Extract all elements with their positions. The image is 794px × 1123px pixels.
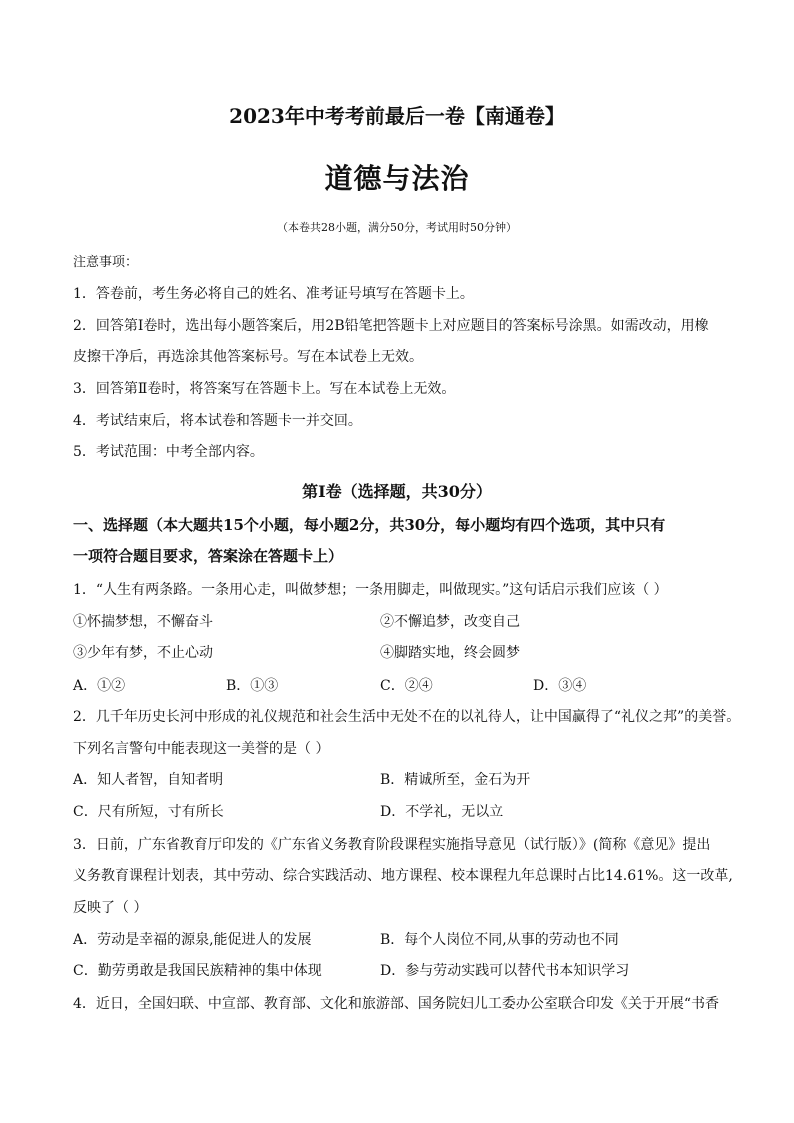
answer-option: C．尺有所短，寸有所长 [73, 804, 224, 820]
statement: ④脚踏实地，终会圆梦 [380, 645, 520, 661]
notes-heading: 注意事项： [73, 255, 139, 270]
question-stem: 反映了（ ） [73, 900, 148, 916]
note-item: 4．考试结束后，将本试卷和答题卡一并交回。 [73, 413, 362, 429]
note-item: 2．回答第Ⅰ卷时，选出每小题答案后，用2B铅笔把答题卡上对应题目的答案标号涂黑。如需改动，用橡 [73, 318, 709, 334]
exam-info: （本卷共28小题，满分50分，考试用时50分钟） [277, 221, 517, 234]
answer-option: B．每个人岗位不同,从事的劳动也不同 [380, 932, 619, 948]
answer-option: A．知人者智，自知者明 [73, 772, 224, 788]
note-item: 1．答卷前，考生务必将自己的姓名、准考证号填写在答题卡上。 [73, 286, 474, 302]
exam-title: 2023年中考考前最后一卷【南通卷】 [229, 104, 565, 128]
question-stem: 2．几千年历史长河中形成的礼仪规范和社会生活中无处不在的以礼待人，让中国赢得了“礼仪之邦”的美誉。 [73, 709, 741, 725]
question-stem: 1．“人生有两条路。一条用心走，叫做梦想；一条用脚走，叫做现实。”这句话启示我们应该（ ） [73, 582, 668, 598]
answer-option: D．参与劳动实践可以替代书本知识学习 [380, 963, 630, 979]
question-stem: 4．近日，全国妇联、中宣部、教育部、文化和旅游部、国务院妇儿工委办公室联合印发《关于开展“书香 [73, 996, 720, 1012]
subject-title: 道德与法治 [324, 162, 470, 195]
answer-option: C．勤劳勇敢是我国民族精神的集中体现 [73, 963, 322, 979]
answer-option: A．①② [73, 678, 126, 694]
answer-option: C．②④ [380, 678, 433, 694]
statement: ②不懈追梦，改变自己 [380, 614, 520, 630]
answer-option: B．精诚所至，金石为开 [380, 772, 531, 788]
question-stem: 3．日前，广东省教育厅印发的《广东省义务教育阶段课程实施指导意见（试行版）》(简称《意见》提出 [73, 837, 711, 853]
section-instruction: 一项符合题目要求，答案涂在答题卡上） [73, 547, 344, 565]
statement: ①怀揣梦想，不懈奋斗 [73, 614, 213, 630]
statement: ③少年有梦，不止心动 [73, 645, 213, 661]
answer-option: D．③④ [533, 678, 587, 694]
answer-option: B．①③ [226, 678, 279, 694]
note-item: 5．考试范围：中考全部内容。 [73, 444, 264, 460]
question-stem: 义务教育课程计划表，其中劳动、综合实践活动、地方课程、校本课程九年总课时占比14.61%。这一改革, [73, 868, 733, 884]
answer-option: A．劳动是幸福的源泉,能促进人的发展 [73, 932, 312, 948]
answer-option: D．不学礼，无以立 [380, 804, 504, 820]
section-title: 第Ⅰ卷（选择题，共30分） [302, 482, 492, 501]
question-stem: 下列名言警句中能表现这一美誉的是（ ） [73, 741, 330, 757]
note-item: 皮擦干净后，再选涂其他答案标号。写在本试卷上无效。 [73, 349, 423, 365]
section-instruction: 一、选择题（本大题共15个小题，每小题2分，共30分，每小题均有四个选项，其中只有 [73, 516, 666, 534]
note-item: 3．回答第Ⅱ卷时，将答案写在答题卡上。写在本试卷上无效。 [73, 381, 456, 397]
